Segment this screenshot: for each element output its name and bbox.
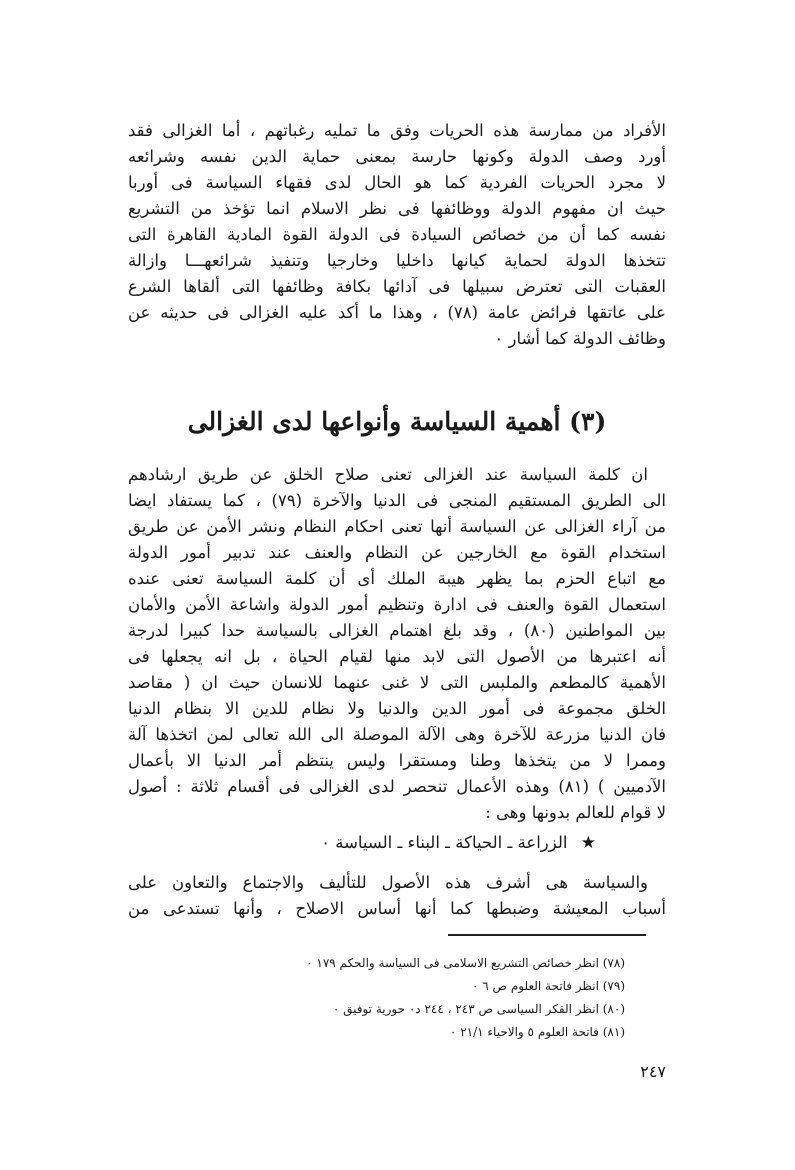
text-line: من آراء الغزالى عن السياسة أنها تعنى احكام النظام ونشر الأمن عن طريق bbox=[128, 517, 666, 536]
page-number: ٢٤٧ bbox=[640, 1062, 666, 1081]
footnote: (٨٠) انظر الفكر السياسى ص ٢٤٣ ، ٢٤٤ د٠ حورية توفيق ٠ bbox=[332, 1002, 625, 1016]
text-line: أسباب المعيشة وضبطها كما أنها أساس الاصلاح ، وأنها تستدعى من bbox=[128, 899, 666, 918]
star-icon: ★ bbox=[580, 833, 596, 853]
text-line: حيث ان مفهوم الدولة ووظائفها فى نظر الاسلام انما تؤخذ من التشريع bbox=[128, 199, 666, 218]
text-line: وممرا لا من يتخذها وطنا ومستقرا وليس ينتظم أمر الدنيا الا بأعمال bbox=[128, 751, 666, 770]
text-line: الى الطريق المستقيم المنجى فى الدنيا والآخرة (٧٩) ، كما يستفاد ايضا bbox=[128, 491, 666, 510]
bullet-text: الزراعة ـ الحياكة ـ البناء ـ السياسة ٠ bbox=[321, 833, 568, 852]
text-line: أنه اعتبرها من الأصول التى لابد منها لقيام الحياة ، بل انه يجعلها فى bbox=[128, 647, 666, 666]
paragraph-politics-meaning bbox=[128, 462, 666, 826]
text-line: تتخذها الدولة لحماية كيانها داخليا وخارجيا وتنفيذ شرائعهـــا وازالة bbox=[128, 251, 666, 270]
text-line: لا مجرد الحريات الفردية كما هو الحال لدى فقهاء السياسة فى أوربا bbox=[128, 173, 666, 192]
text-line: نفسه كما أن من خصائص السيادة فى الدولة القوة المادية القاهرة التى bbox=[128, 225, 666, 244]
text-line: والسياسة هى أشرف هذه الأصول للتأليف والاجتماع والتعاون على bbox=[128, 873, 648, 892]
footnote: (٧٨) انظر خصائص التشريع الاسلامى فى السياسة والحكم ١٧٩ ٠ bbox=[306, 956, 625, 970]
text-line: الأهمية كالمطعم والملبس التى لا غنى عنهما للانسان حيث ان ( مقاصد bbox=[128, 673, 666, 692]
text-line: الآدميين ) (٨١) وهذه الأعمال تنحصر لدى الغزالى فى أقسام ثلاثة : أصول bbox=[128, 777, 666, 796]
paragraph-politics-noblest bbox=[128, 870, 666, 922]
text-line: العقبات التى تعترض سبيلها فى آدائها بكافة وظائفها التى ألقاها الشرع bbox=[128, 277, 666, 296]
text-line: استعمال القوة والعنف فى ادارة وتنظيم أمور الدولة واشاعة الأمن والأمان bbox=[128, 595, 666, 614]
text-line: بين المواطنين (٨٠) ، وقد بلغ اهتمام الغزالى بالسياسة حدا كبيرا لدرجة bbox=[128, 621, 666, 640]
text-line: وظائف الدولة كما أشار ٠ bbox=[494, 329, 666, 348]
footnote: (٧٩) انظر فاتحة العلوم ص ٦ ٠ bbox=[471, 979, 625, 993]
paragraph-intro bbox=[128, 118, 666, 352]
footnote: (٨١) فاتحة العلوم ٥ والاحياء ٢١/١ ٠ bbox=[449, 1025, 625, 1039]
text-line: ان كلمة السياسة عند الغزالى تعنى صلاح الخلق عن طريق ارشادهم bbox=[128, 465, 648, 484]
text-line: الخلق مجموعة فى أمور الدين والدنيا ولا نظام للدين الا بنظام الدنيا bbox=[128, 699, 666, 718]
text-line: مع اتباع الحزم بما يظهر هيبة الملك أى أن كلمة السياسة تعنى عنده bbox=[128, 569, 666, 588]
text-line: استخدام القوة مع الخارجين عن النظام والعنف عند تدبير أمور الدولة bbox=[128, 543, 666, 562]
text-line: أورد وصف الدولة وكونها حارسة بمعنى حماية الدين نفسه وشرائعه bbox=[128, 147, 666, 166]
text-line: فان الدنيا مزرعة للآخرة وهى الآلة الموصلة الى الله تعالى لمن اتخذها آلة bbox=[128, 725, 666, 744]
bullet-item bbox=[128, 830, 666, 856]
text-line: على عاتقها فرائض عامة (٧٨) ، وهذا ما أكد عليه الغزالى فى حديثه عن bbox=[128, 303, 666, 322]
text-line: لا قوام للعالم بدونها وهى : bbox=[485, 803, 666, 822]
footnotes bbox=[200, 952, 625, 1044]
text-line: الأفراد من ممارسة هذه الحريات وفق ما تمليه رغباتهم ، أما الغزالى فقد bbox=[128, 121, 666, 140]
section-heading: (٣) أهمية السياسة وأنواعها لدى الغزالى bbox=[187, 407, 607, 436]
footnote-divider bbox=[448, 934, 646, 936]
